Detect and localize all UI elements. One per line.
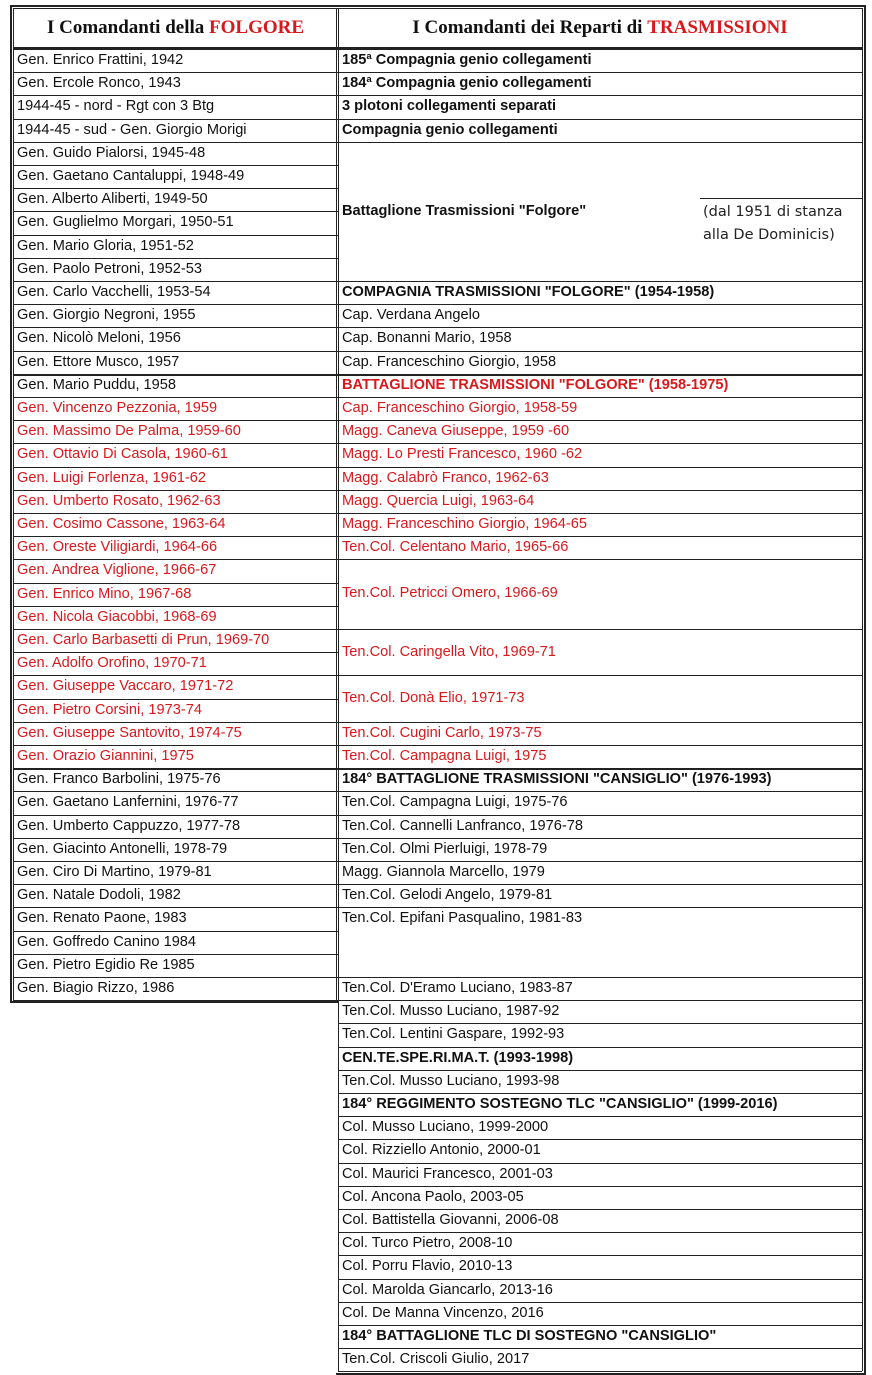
right-row-line — [338, 1279, 862, 1280]
left-row-line — [13, 513, 338, 514]
left-row-line — [13, 188, 338, 189]
right-row-line — [338, 815, 862, 816]
left-table-row: Gen. Alberto Aliberti, 1949-50 — [17, 191, 208, 208]
left-row-line — [13, 467, 338, 468]
left-row-line — [13, 699, 338, 700]
right-table-cell: Cap. Verdana Angelo — [342, 307, 480, 324]
left-bottom-border — [10, 1001, 338, 1003]
right-row-line — [338, 49, 862, 50]
left-table-row: Gen. Biagio Rizzo, 1986 — [17, 980, 175, 996]
left-table-row: Gen. Carlo Barbasetti di Prun, 1969-70 — [17, 632, 270, 648]
right-row-line — [338, 142, 862, 143]
left-table-row: Gen. Ciro Di Martino, 1979-81 — [17, 864, 212, 880]
right-table-cell: 3 plotoni collegamenti separati — [342, 98, 557, 115]
left-row-line — [13, 722, 338, 723]
right-table-cell: Col. Battistella Giovanni, 2006-08 — [342, 1212, 559, 1228]
left-row-line — [13, 235, 338, 236]
left-row-line — [13, 142, 338, 143]
right-table-cell: Ten.Col. Cannelli Lanfranco, 1976-78 — [342, 817, 583, 834]
left-row-line — [13, 165, 338, 166]
right-table-cell: Magg. Quercia Luigi, 1963-64 — [342, 492, 535, 509]
left-table-row: Gen. Natale Dodoli, 1982 — [17, 887, 181, 904]
left-row-line — [13, 931, 338, 932]
right-table-cell: Col. Musso Luciano, 1999-2000 — [342, 1119, 549, 1136]
header-outer-top — [10, 5, 865, 7]
left-table-row: Gen. Cosimo Cassone, 1963-64 — [17, 516, 226, 532]
left-row-line — [13, 559, 338, 560]
left-table-row: 1944-45 - sud - Gen. Giorgio Morigi — [17, 121, 247, 138]
left-row-line — [13, 490, 338, 491]
right-row-line — [338, 861, 862, 862]
left-row-line — [13, 583, 338, 584]
left-row-line — [13, 258, 338, 259]
right-row-line — [338, 490, 862, 491]
right-table-cell: Ten.Col. Musso Luciano, 1993-98 — [342, 1072, 560, 1089]
left-table-row: Gen. Franco Barbolini, 1975-76 — [17, 771, 221, 788]
right-row-line — [338, 1116, 862, 1117]
right-table-cell: Magg. Caneva Giuseppe, 1959 -60 — [342, 423, 570, 440]
right-row-line — [338, 745, 862, 746]
right-row-line — [338, 1232, 862, 1233]
left-row-line — [13, 211, 338, 212]
left-table-row: Gen. Nicola Giacobbi, 1968-69 — [17, 608, 217, 625]
note-line: (dal 1951 di stanza — [703, 204, 843, 221]
left-table-row: Gen. Gaetano Cantaluppi, 1948-49 — [17, 168, 245, 184]
right-table-cell: Ten.Col. Epifani Pasqualino, 1981-83 — [342, 910, 583, 927]
column-divider — [338, 8, 339, 1371]
left-outer-border — [10, 5, 12, 1003]
left-table-row: Gen. Paolo Petroni, 1952-53 — [17, 260, 202, 277]
left-table-row: Gen. Giorgio Negroni, 1955 — [17, 307, 196, 324]
right-table-cell: Col. Turco Pietro, 2008-10 — [342, 1235, 513, 1252]
right-row-line — [338, 1047, 862, 1048]
right-row-line — [338, 884, 862, 885]
right-row-line — [338, 1348, 862, 1349]
left-table-row: Gen. Ercole Ronco, 1943 — [17, 75, 181, 92]
header-left-prefix: I Comandanti della — [46, 17, 205, 38]
right-row-line — [338, 1209, 862, 1210]
left-table-row: Gen. Orazio Giannini, 1975 — [17, 748, 194, 764]
right-table-cell: Ten.Col. Campagna Luigi, 1975-76 — [342, 794, 568, 811]
right-row-line — [338, 1163, 862, 1164]
left-table-row: Gen. Guglielmo Morgari, 1950-51 — [17, 214, 234, 231]
left-table-row: Gen. Oreste Viligiardi, 1964-66 — [17, 539, 218, 556]
left-table-row: Gen. Enrico Mino, 1967-68 — [17, 585, 192, 602]
left-table-row: Gen. Gaetano Lanfernini, 1976-77 — [17, 794, 239, 811]
right-table-cell: Magg. Franceschino Giorgio, 1964-65 — [342, 516, 587, 532]
right-table-cell: Battaglione Trasmissioni "Folgore" — [342, 202, 587, 219]
left-row-line — [13, 884, 338, 885]
right-row-line — [338, 675, 862, 676]
note-line: alla De Dominicis) — [703, 227, 835, 244]
left-row-line — [13, 119, 338, 120]
right-table-cell: Col. De Manna Vincenzo, 2016 — [342, 1304, 544, 1321]
right-row-line — [338, 536, 862, 537]
right-inner-border — [862, 8, 863, 1371]
right-table-cell: Ten.Col. Gelodi Angelo, 1979-81 — [342, 887, 553, 904]
right-table-cell: Ten.Col. Musso Luciano, 1987-92 — [342, 1003, 560, 1020]
right-row-line — [338, 629, 862, 630]
left-row-line — [13, 49, 338, 50]
right-row-line — [338, 722, 862, 723]
right-table-cell: Ten.Col. Criscoli Giulio, 2017 — [342, 1351, 530, 1368]
header-left — [13, 8, 338, 48]
left-row-line — [13, 443, 338, 444]
left-table-row: Gen. Massimo De Palma, 1959-60 — [17, 423, 241, 440]
header-left-highlight: FOLGORE — [209, 17, 305, 38]
left-table-row: Gen. Giuseppe Santovito, 1974-75 — [17, 724, 242, 741]
right-row-line — [338, 1000, 862, 1001]
left-row-line — [13, 815, 338, 816]
right-table-cell: Col. Rizziello Antonio, 2000-01 — [342, 1142, 541, 1159]
right-table-cell: Cap. Bonanni Mario, 1958 — [342, 330, 512, 347]
left-row-line — [13, 652, 338, 653]
left-table-row: Gen. Renato Paone, 1983 — [17, 910, 187, 927]
right-table-cell: BATTAGLIONE TRASMISSIONI "FOLGORE" (1958-1975) — [342, 376, 729, 393]
right-table-cell: COMPAGNIA TRASMISSIONI "FOLGORE" (1954-1958) — [342, 284, 715, 300]
right-table-cell: Magg. Calabrò Franco, 1962-63 — [342, 469, 549, 486]
left-row-line — [13, 606, 338, 607]
right-table-cell: Magg. Giannola Marcello, 1979 — [342, 864, 545, 880]
left-table-row: Gen. Ottavio Di Casola, 1960-61 — [17, 446, 228, 463]
right-table-cell: Col. Maurici Francesco, 2001-03 — [342, 1165, 553, 1182]
left-row-line — [13, 420, 338, 421]
right-row-line — [338, 513, 862, 514]
left-row-line — [13, 629, 338, 630]
right-row-line — [338, 1255, 862, 1256]
right-row-line — [338, 443, 862, 444]
right-row-line — [338, 467, 862, 468]
right-row-line — [338, 1371, 862, 1372]
left-table-row: Gen. Luigi Forlenza, 1961-62 — [17, 469, 207, 486]
section-separator — [13, 374, 862, 376]
left-table-row: Gen. Giuseppe Vaccaro, 1971-72 — [17, 678, 234, 695]
left-row-line — [13, 327, 338, 328]
right-table-cell: Ten.Col. Olmi Pierluigi, 1978-79 — [342, 840, 548, 857]
left-row-line — [13, 838, 338, 839]
right-row-line — [338, 1139, 862, 1140]
right-table-cell: Ten.Col. Campagna Luigi, 1975 — [342, 748, 547, 764]
right-table-cell: 184° BATTAGLIONE TLC DI SOSTEGNO "CANSIGLIO" — [342, 1328, 717, 1344]
left-row-line — [13, 791, 338, 792]
right-table-cell: 185ª Compagnia genio collegamenti — [342, 52, 592, 68]
left-table-row: Gen. Ettore Musco, 1957 — [17, 353, 180, 370]
left-table-row: Gen. Pietro Corsini, 1973-74 — [17, 701, 202, 718]
left-row-line — [13, 351, 338, 352]
right-table-cell: Ten.Col. D'Eramo Luciano, 1983-87 — [342, 980, 573, 996]
left-table-row: Gen. Adolfo Orofino, 1970-71 — [17, 655, 207, 672]
left-table-row: Gen. Vincenzo Pezzonia, 1959 — [17, 400, 218, 416]
left-table-row: Gen. Goffredo Canino 1984 — [17, 933, 197, 950]
left-row-line — [13, 977, 338, 978]
left-row-line — [13, 536, 338, 537]
right-row-line — [338, 72, 862, 73]
right-row-line — [338, 838, 862, 839]
left-table-row: Gen. Carlo Vacchelli, 1953-54 — [17, 284, 211, 300]
right-row-line — [338, 977, 862, 978]
header-right — [338, 8, 862, 48]
right-row-line — [338, 1093, 862, 1094]
right-table-cell: Col. Ancona Paolo, 2003-05 — [342, 1188, 524, 1205]
section-separator — [13, 768, 862, 770]
left-row-line — [13, 397, 338, 398]
note-rule — [700, 198, 862, 199]
right-table-cell: 184° REGGIMENTO SOSTEGNO TLC "CANSIGLIO" (1999-2016) — [342, 1096, 778, 1112]
right-outer-border — [864, 5, 866, 1374]
left-table-row: Gen. Mario Gloria, 1951-52 — [17, 237, 194, 254]
right-table-cell: Compagnia genio collegamenti — [342, 121, 558, 138]
right-row-line — [338, 95, 862, 96]
right-table-cell: Ten.Col. Petricci Omero, 1966-69 — [342, 585, 558, 602]
right-table-cell: Cap. Franceschino Giorgio, 1958 — [342, 353, 557, 370]
right-table-cell: Ten.Col. Cugini Carlo, 1973-75 — [342, 724, 542, 741]
right-row-line — [338, 907, 862, 908]
header-right-highlight: TRASMISSIONI — [647, 17, 788, 38]
right-row-line — [338, 1325, 862, 1326]
right-row-line — [338, 327, 862, 328]
left-table-row: Gen. Mario Puddu, 1958 — [17, 376, 177, 393]
left-table-row: Gen. Andrea Viglione, 1966-67 — [17, 562, 217, 579]
left-table-row: Gen. Guido Pialorsi, 1945-48 — [17, 144, 206, 161]
right-row-line — [338, 1186, 862, 1187]
left-table-row: Gen. Enrico Frattini, 1942 — [17, 52, 184, 68]
left-inner-border — [13, 8, 14, 1000]
left-table-row: 1944-45 - nord - Rgt con 3 Btg — [17, 98, 215, 115]
left-row-line — [13, 95, 338, 96]
right-table-cell: 184ª Compagnia genio collegamenti — [342, 75, 592, 92]
left-row-line — [13, 675, 338, 676]
right-row-line — [338, 1070, 862, 1071]
left-row-line — [13, 304, 338, 305]
left-row-line — [13, 861, 338, 862]
right-table-cell: Ten.Col. Lentini Gaspare, 1992-93 — [342, 1026, 565, 1043]
left-row-line — [13, 907, 338, 908]
right-row-line — [338, 791, 862, 792]
header-inner-top — [13, 8, 862, 9]
right-table-cell: Ten.Col. Donà Elio, 1971-73 — [342, 690, 525, 707]
right-table-cell: Ten.Col. Celentano Mario, 1965-66 — [342, 539, 569, 556]
right-row-line — [338, 420, 862, 421]
right-table-cell: Cap. Franceschino Giorgio, 1958-59 — [342, 400, 578, 416]
left-table-row: Gen. Umberto Cappuzzo, 1977-78 — [17, 817, 241, 834]
left-row-line — [13, 281, 338, 282]
left-row-line — [13, 72, 338, 73]
right-row-line — [338, 304, 862, 305]
right-table-cell: Magg. Lo Presti Francesco, 1960 -62 — [342, 446, 583, 463]
column-divider-outer — [336, 8, 337, 1000]
right-row-line — [338, 1023, 862, 1024]
left-table-row: Gen. Giacinto Antonelli, 1978-79 — [17, 840, 228, 857]
left-table-row: Gen. Nicolò Meloni, 1956 — [17, 330, 181, 347]
header-right-prefix: I Comandanti dei Reparti di — [412, 17, 643, 38]
left-row-line — [13, 954, 338, 955]
right-row-line — [338, 1302, 862, 1303]
left-table-row: Gen. Umberto Rosato, 1962-63 — [17, 492, 221, 509]
right-table-cell: Col. Porru Flavio, 2010-13 — [342, 1258, 513, 1275]
right-table-cell: Ten.Col. Caringella Vito, 1969-71 — [342, 644, 556, 660]
left-table-row: Gen. Pietro Egidio Re 1985 — [17, 956, 195, 973]
right-row-line — [338, 397, 862, 398]
right-row-line — [338, 559, 862, 560]
right-row-line — [338, 351, 862, 352]
right-table-cell: CEN.TE.SPE.RI.MA.T. (1993-1998) — [342, 1049, 574, 1066]
right-row-line — [338, 281, 862, 282]
right-row-line — [338, 119, 862, 120]
right-table-cell: Col. Marolda Giancarlo, 2013-16 — [342, 1281, 553, 1298]
left-row-line — [13, 745, 338, 746]
right-table-cell: 184° BATTAGLIONE TRASMISSIONI "CANSIGLIO" (1976-1993) — [342, 771, 772, 788]
